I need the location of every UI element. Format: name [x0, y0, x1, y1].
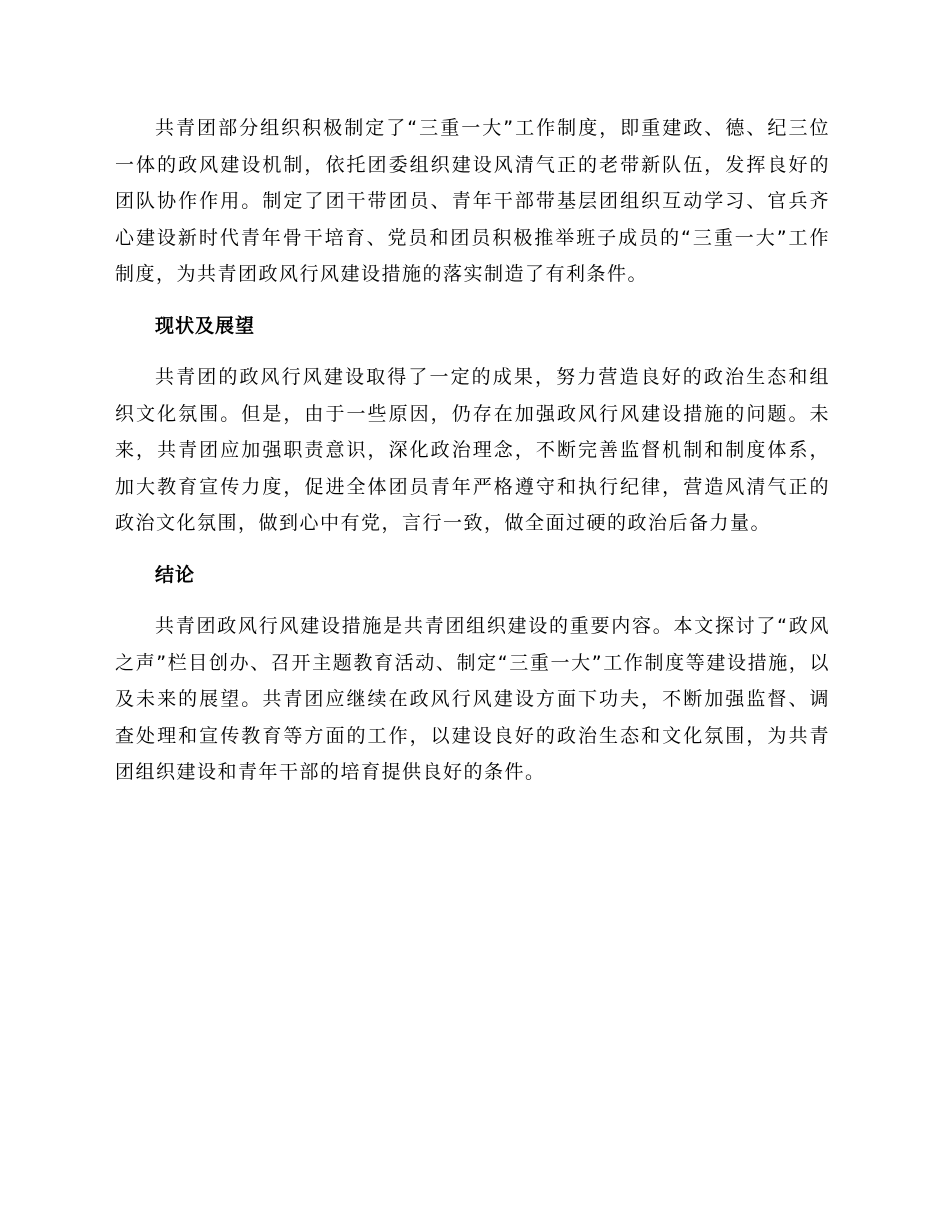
- section-heading-conclusion: 结论: [155, 563, 196, 586]
- body-paragraph: 共青团部分组织积极制定了“三重一大”工作制度，即重建政、德、纪三位一体的政风建设机制，依托团委组织建设风清气正的老带新队伍，发挥良好的团队协作作用。制定了团干带团员、青年干部带基层团组织互动学习、官兵齐心建设新时代青年骨干培育、党员和团员积极推举班子成员的“三重一大”工作制度，为共青团政风行风建设措施的落实制造了有利条件。: [115, 117, 830, 285]
- body-paragraph: 共青团的政风行风建设取得了一定的成果，努力营造良好的政治生态和组织文化氛围。但是，由于一些原因，仍存在加强政风行风建设措施的问题。未来，共青团应加强职责意识，深化政治理念，不断完善监督机制和制度体系，加大教育宣传力度，促进全体团员青年严格遵守和执行纪律，营造风清气正的政治文化氛围，做到心中有党，言行一致，做全面过硬的政治后备力量。: [115, 366, 830, 534]
- body-paragraph: 共青团政风行风建设措施是共青团组织建设的重要内容。本文探讨了“政风之声”栏目创办、召开主题教育活动、制定“三重一大”工作制度等建设措施，以及未来的展望。共青团应继续在政风行风建设方面下功夫，不断加强监督、调查处理和宣传教育等方面的工作，以建设良好的政治生态和文化氛围，为共青团组织建设和青年干部的培育提供良好的条件。: [115, 615, 830, 783]
- section-heading-outlook: 现状及展望: [155, 314, 256, 337]
